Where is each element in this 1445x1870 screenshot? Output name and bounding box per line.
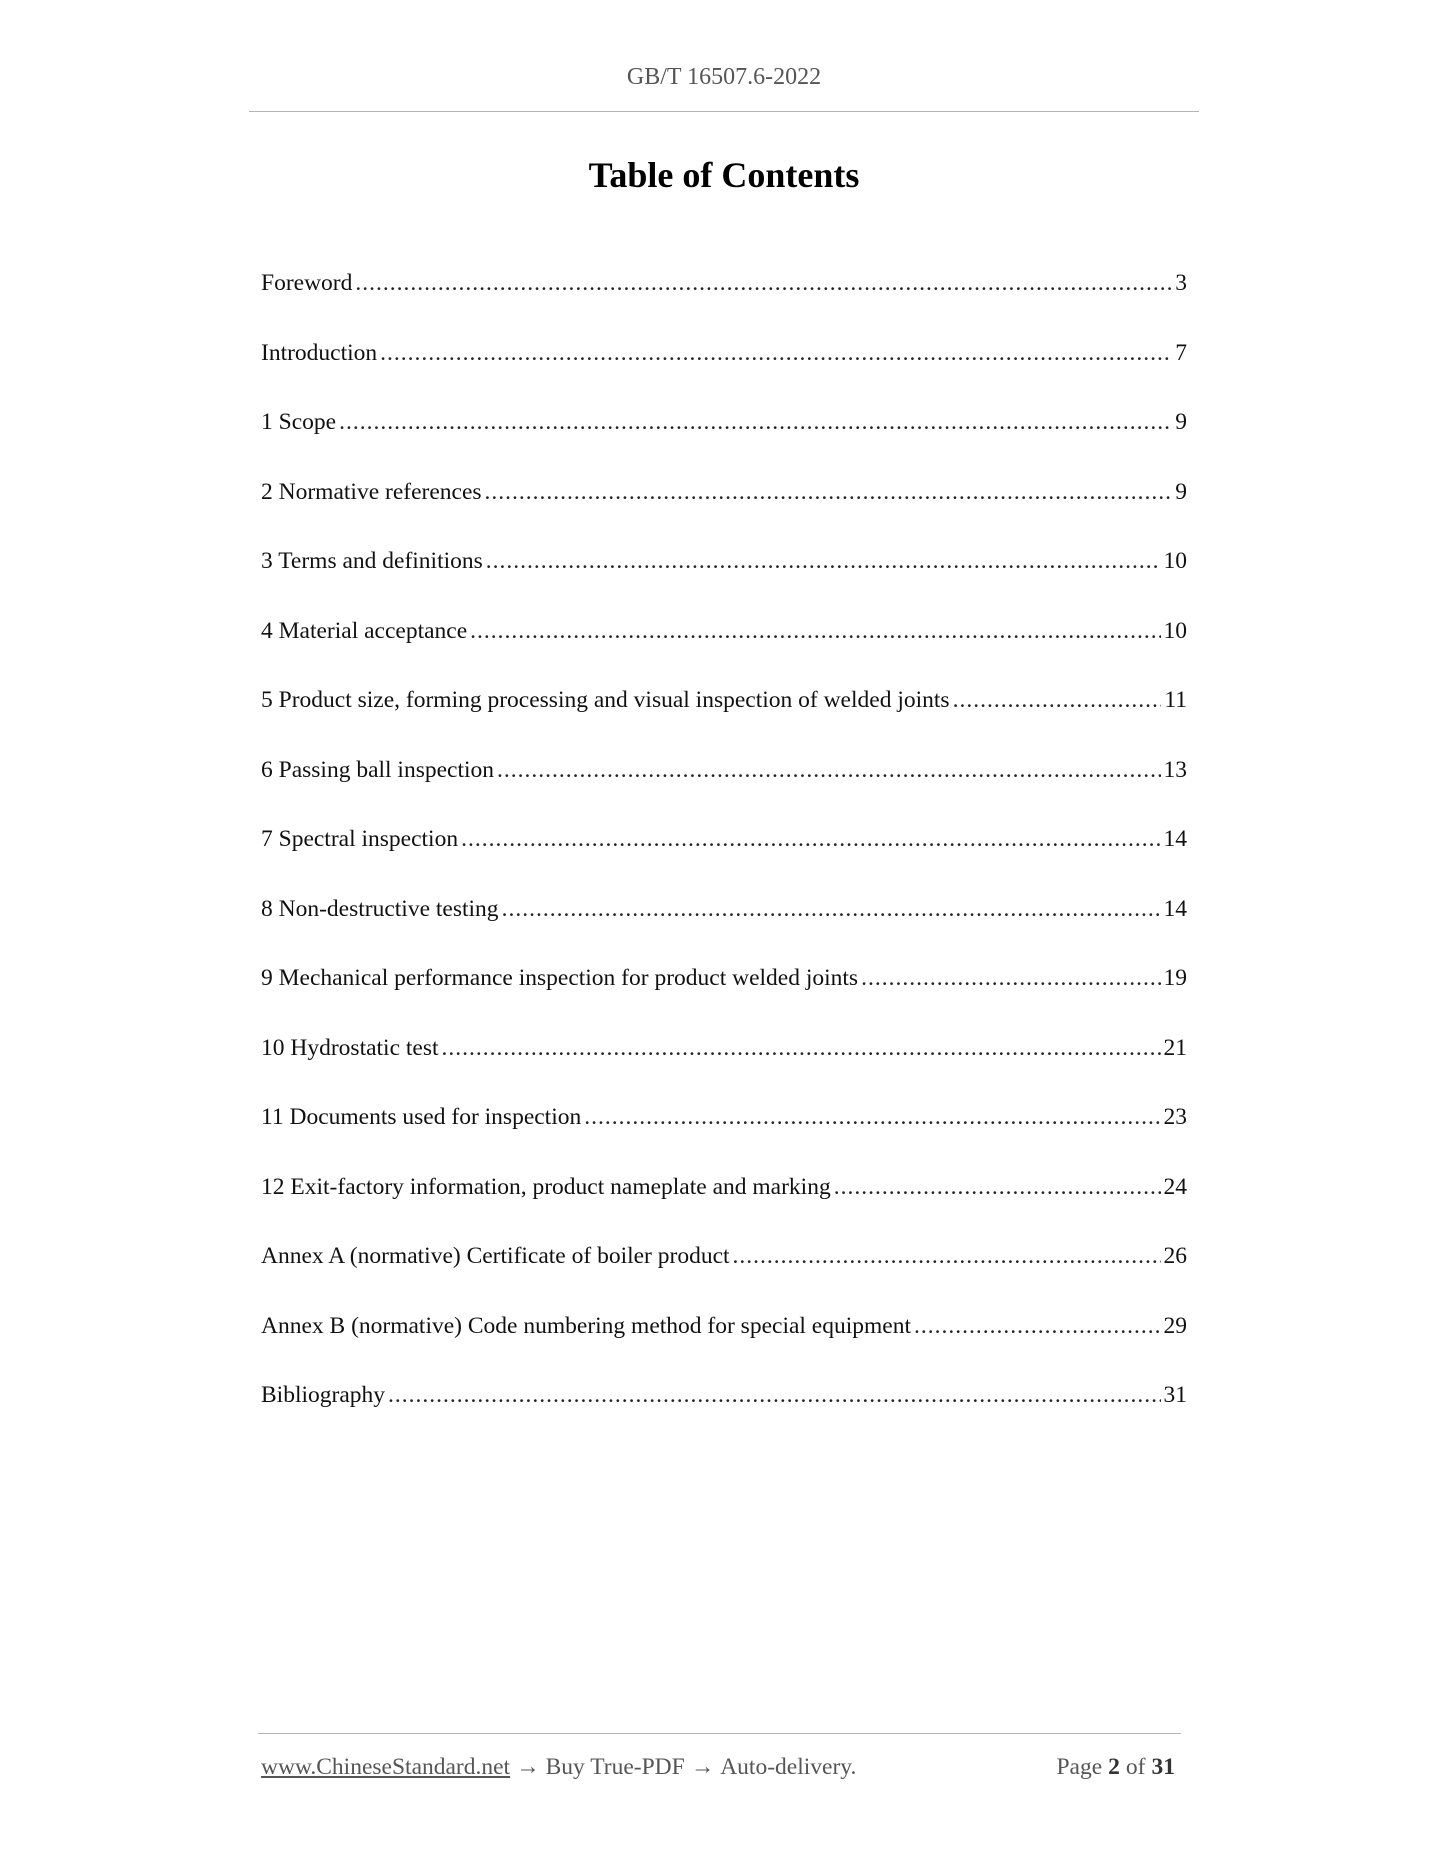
- toc-entry-label: 4 Material acceptance: [261, 617, 468, 644]
- toc-entry-page: 29: [1163, 1312, 1187, 1339]
- dot-leader: [355, 265, 1172, 301]
- toc-entry-passing-ball-inspection[interactable]: [261, 752, 1187, 822]
- toc-entry-annex-b[interactable]: [261, 1308, 1187, 1378]
- toc-entry-terms-and-definitions[interactable]: [261, 543, 1187, 613]
- toc-entry-introduction[interactable]: [261, 335, 1187, 405]
- toc-entry-page: 19: [1163, 965, 1187, 991]
- dot-leader: [502, 891, 1161, 927]
- dot-leader: [339, 404, 1172, 440]
- header-divider: [249, 111, 1199, 112]
- dot-leader: [442, 1030, 1161, 1066]
- toc-entry-label: 10 Hydrostatic test: [261, 1034, 439, 1061]
- dot-leader: [914, 1308, 1160, 1344]
- total-pages-number: 31: [1151, 1754, 1175, 1780]
- toc-entry-hydrostatic-test[interactable]: [261, 1030, 1187, 1100]
- footer-promo: [261, 1754, 856, 1781]
- toc-entry-label: 1 Scope: [261, 409, 337, 435]
- toc-entry-annex-a[interactable]: [261, 1238, 1187, 1308]
- table-of-contents: [261, 265, 1187, 1447]
- toc-entry-page: 21: [1163, 1034, 1187, 1061]
- page-word: Page: [1056, 1754, 1103, 1780]
- auto-delivery-text: Auto-delivery.: [720, 1754, 857, 1780]
- toc-entry-page: 23: [1163, 1104, 1187, 1130]
- toc-entry-non-destructive-testing[interactable]: [261, 891, 1187, 961]
- toc-entry-label: 9 Mechanical performance inspection for product welded joints: [261, 965, 859, 991]
- page-footer: [261, 1754, 1181, 1790]
- dot-leader: [485, 474, 1173, 510]
- toc-entry-label: 11 Documents used for inspection: [261, 1104, 582, 1130]
- toc-entry-label: 3 Terms and definitions: [261, 548, 483, 574]
- of-word: of: [1125, 1754, 1146, 1780]
- right-arrow-icon: →: [690, 1754, 715, 1780]
- right-arrow-icon: →: [516, 1754, 540, 1780]
- toc-entry-page: 13: [1163, 756, 1187, 783]
- toc-entry-label: Foreword: [261, 270, 353, 296]
- page-title: Table of Contents: [588, 155, 860, 195]
- toc-entry-page: 14: [1163, 895, 1187, 922]
- dot-leader: [388, 1377, 1160, 1413]
- toc-entry-label: 7 Spectral inspection: [261, 826, 459, 852]
- dot-leader: [953, 682, 1162, 718]
- toc-entry-label: 5 Product size, forming processing and visual inspection of welded joints: [261, 687, 950, 713]
- dot-leader: [486, 543, 1161, 579]
- toc-entry-scope[interactable]: [261, 404, 1187, 474]
- footer-divider: [258, 1733, 1181, 1734]
- toc-entry-label: 6 Passing ball inspection: [261, 756, 495, 783]
- toc-entry-label: Annex A (normative) Certificate of boiler product: [261, 1243, 730, 1269]
- toc-entry-page: 11: [1164, 687, 1187, 713]
- toc-entry-normative-references[interactable]: [261, 474, 1187, 544]
- toc-entry-page: 31: [1163, 1382, 1187, 1408]
- buy-true-pdf-text: Buy True-PDF: [545, 1754, 685, 1780]
- toc-entry-material-acceptance[interactable]: [261, 613, 1187, 683]
- toc-entry-page: 14: [1163, 826, 1187, 852]
- dot-leader: [861, 960, 1160, 996]
- toc-entry-page: 7: [1175, 339, 1187, 366]
- toc-entry-label: Bibliography: [261, 1382, 386, 1408]
- dot-leader: [584, 1099, 1160, 1135]
- toc-entry-foreword[interactable]: [261, 265, 1187, 335]
- site-link[interactable]: www.ChineseStandard.net: [261, 1754, 511, 1780]
- toc-entry-page: 10: [1163, 617, 1187, 644]
- toc-entry-spectral-inspection[interactable]: [261, 821, 1187, 891]
- toc-entry-label: Annex B (normative) Code numbering method for special equipment: [261, 1312, 912, 1339]
- toc-entry-label: 8 Non-destructive testing: [261, 895, 499, 922]
- toc-entry-exit-factory-information[interactable]: [261, 1169, 1187, 1239]
- toc-entry-label: 2 Normative references: [261, 478, 482, 505]
- dot-leader: [470, 613, 1160, 649]
- dot-leader: [380, 335, 1172, 371]
- dot-leader: [733, 1238, 1161, 1274]
- toc-entry-product-size[interactable]: [261, 682, 1187, 752]
- toc-entry-mechanical-performance[interactable]: [261, 960, 1187, 1030]
- page-number: [1056, 1754, 1181, 1781]
- dot-leader: [834, 1169, 1161, 1205]
- toc-entry-page: 9: [1175, 409, 1187, 435]
- toc-entry-page: 24: [1163, 1173, 1187, 1200]
- toc-entry-page: 10: [1163, 548, 1187, 574]
- toc-entry-documents-for-inspection[interactable]: [261, 1099, 1187, 1169]
- toc-entry-page: 3: [1175, 270, 1187, 296]
- toc-entry-label: Introduction: [261, 339, 378, 366]
- dot-leader: [461, 821, 1160, 857]
- toc-entry-page: 26: [1163, 1243, 1187, 1269]
- toc-entry-label: 12 Exit-factory information, product nameplate and marking: [261, 1173, 831, 1200]
- dot-leader: [497, 752, 1160, 788]
- toc-entry-page: 9: [1175, 478, 1187, 505]
- current-page-number: 2: [1108, 1754, 1120, 1780]
- toc-entry-bibliography[interactable]: [261, 1377, 1187, 1447]
- running-header: GB/T 16507.6-2022: [626, 64, 822, 90]
